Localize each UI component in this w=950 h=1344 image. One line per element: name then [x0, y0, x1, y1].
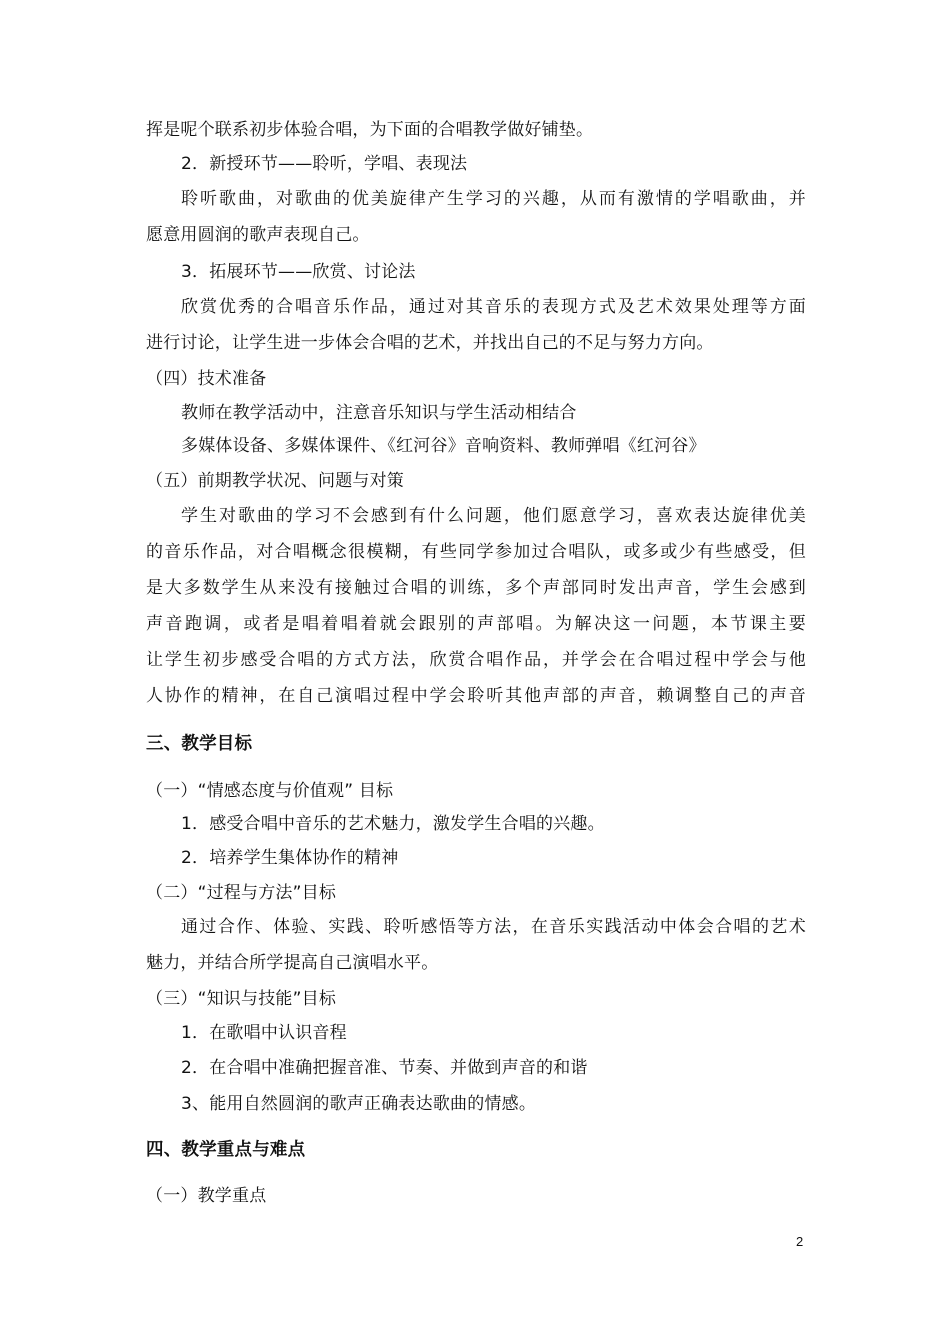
text-line: 愿意用圆润的歌声表现自己。 — [146, 225, 370, 245]
list-item: 3、能用自然圆润的歌声正确表达歌曲的情感。 — [181, 1094, 537, 1114]
list-item: 1．在歌唱中认识音程 — [181, 1023, 347, 1043]
text-line: 教师在教学活动中，注意音乐知识与学生活动相结合 — [181, 403, 577, 423]
text-line: 聆听歌曲，对歌曲的优美旋律产生学习的兴趣，从而有激情的学唱歌曲，并 — [181, 189, 806, 209]
section-heading: （一）“情感态度与价值观” 目标 — [146, 781, 394, 801]
section-heading: （二）“过程与方法”目标 — [146, 883, 337, 903]
text-line: 魅力，并结合所学提高自己演唱水平。 — [146, 953, 439, 973]
list-item: 2．在合唱中准确把握音准、节奏、并做到声音的和谐 — [181, 1058, 588, 1078]
text-line: 让学生初步感受合唱的方式方法，欣赏合唱作品，并学会在合唱过程中学会与他 — [146, 650, 806, 670]
list-item: 3．拓展环节——欣赏、讨论法 — [181, 262, 416, 282]
list-item: 2．新授环节——聆听，学唱、表现法 — [181, 154, 468, 174]
text-line: 进行讨论，让学生进一步体会合唱的艺术，并找出自己的不足与努力方向。 — [146, 333, 714, 353]
page-number: 2 — [796, 1234, 804, 1249]
text-line: 通过合作、体验、实践、聆听感悟等方法，在音乐实践活动中体会合唱的艺术 — [181, 917, 806, 937]
text-line: 欣赏优秀的合唱音乐作品，通过对其音乐的表现方式及艺术效果处理等方面 — [181, 297, 806, 317]
section-heading: （五）前期教学状况、问题与对策 — [146, 471, 404, 491]
text-line: 声音跑调，或者是唱着唱着就会跟别的声部唱。为解决这一问题，本节课主要 — [146, 614, 806, 634]
section-heading: （一）教学重点 — [146, 1186, 267, 1206]
list-item: 2．培养学生集体协作的精神 — [181, 848, 399, 868]
section-heading: （四）技术准备 — [146, 369, 267, 389]
text-line: 挥是呢个联系初步体验合唱，为下面的合唱教学做好铺垫。 — [146, 120, 594, 140]
text-line: 人协作的精神，在自己演唱过程中学会聆听其他声部的声音，赖调整自己的声音 — [146, 686, 806, 706]
list-item: 1．感受合唱中音乐的艺术魅力，激发学生合唱的兴趣。 — [181, 814, 605, 834]
text-line: 学生对歌曲的学习不会感到有什么问题，他们愿意学习，喜欢表达旋律优美 — [181, 506, 806, 526]
text-line: 多媒体设备、多媒体课件、《红河谷》音响资料、教师弹唱《红河谷》 — [181, 436, 706, 456]
text-line: 的音乐作品，对合唱概念很模糊，有些同学参加过合唱队，或多或少有些感受，但 — [146, 542, 806, 562]
chapter-heading: 三、教学目标 — [146, 734, 253, 754]
section-heading: （三）“知识与技能”目标 — [146, 989, 337, 1009]
text-line: 是大多数学生从来没有接触过合唱的训练，多个声部同时发出声音，学生会感到 — [146, 578, 806, 598]
chapter-heading: 四、教学重点与难点 — [146, 1140, 306, 1160]
